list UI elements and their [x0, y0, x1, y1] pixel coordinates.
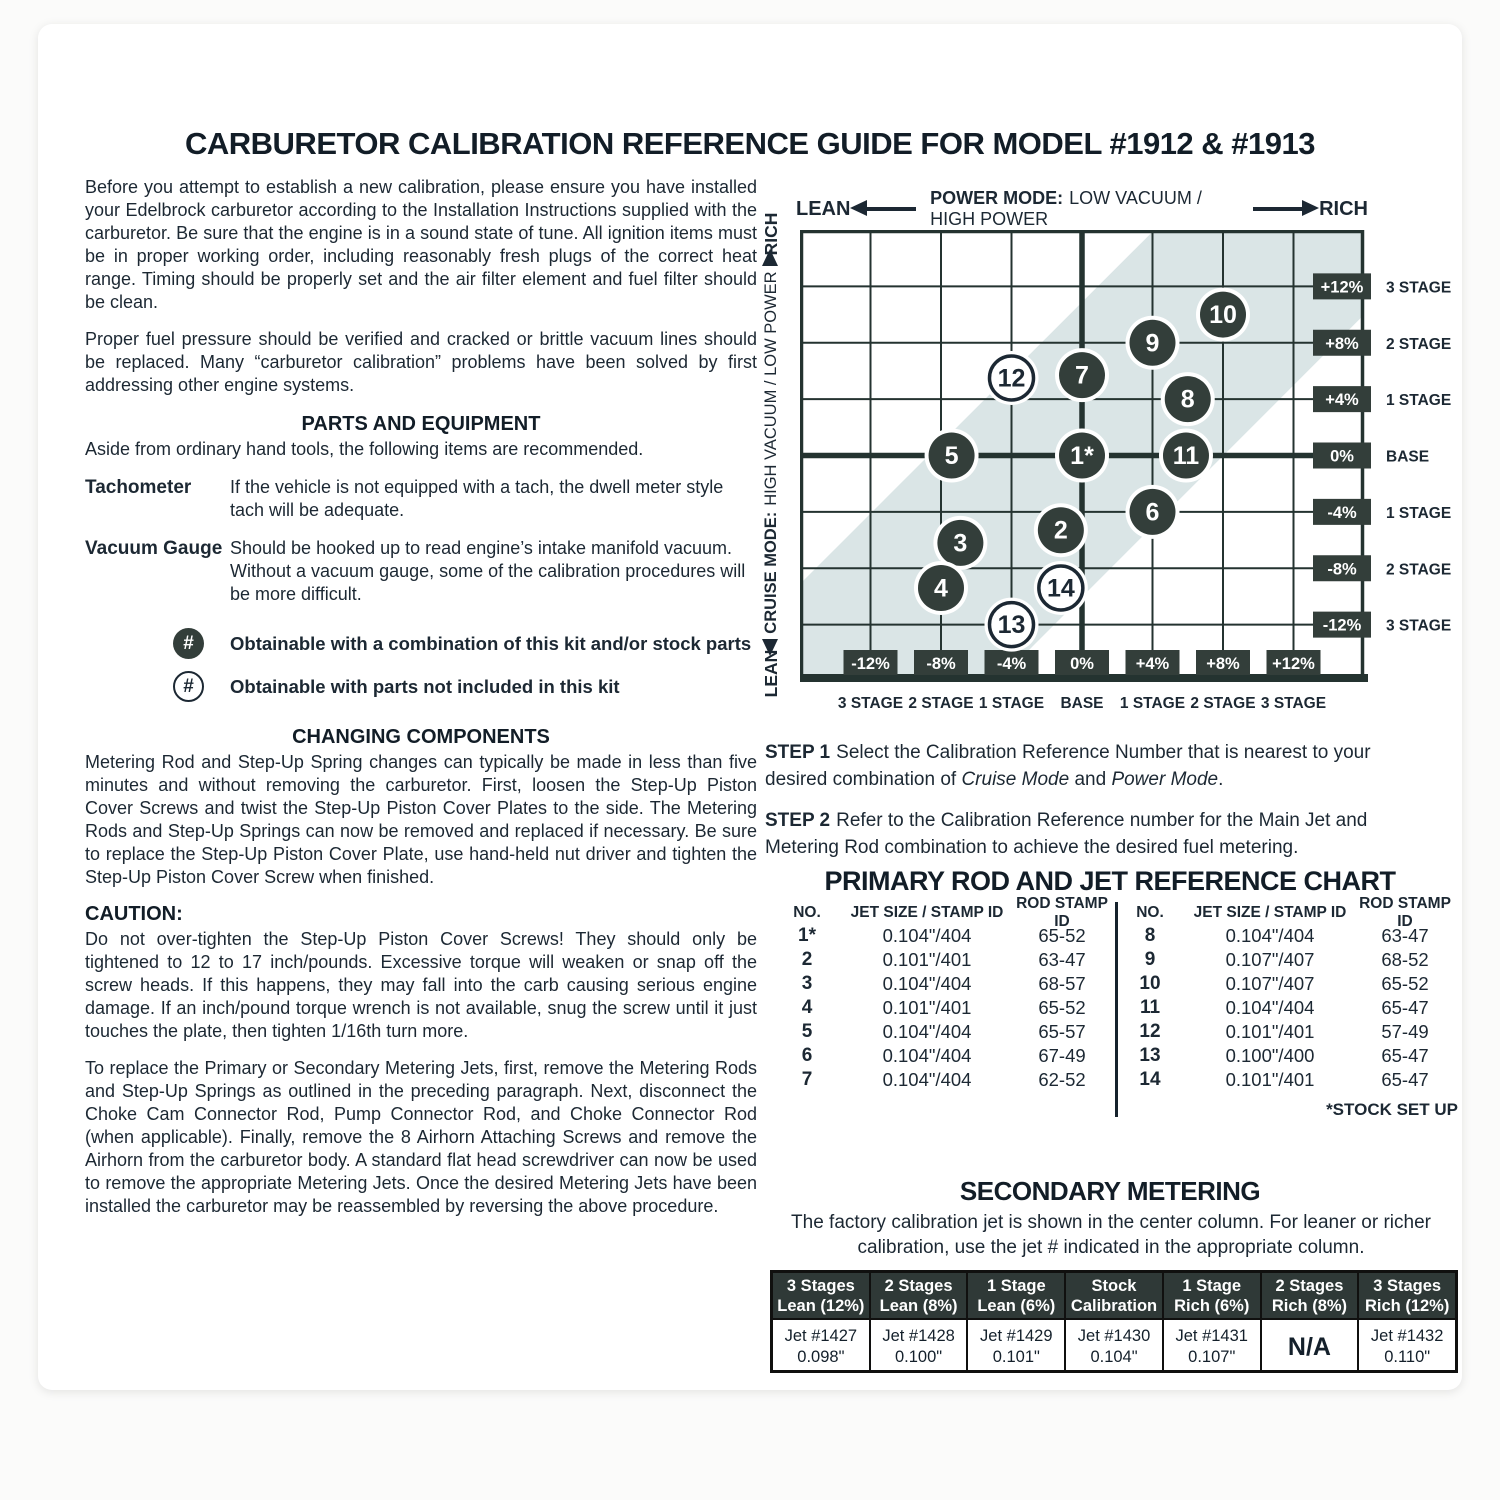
filled-circle-hash-icon: #	[173, 628, 204, 659]
tools-list	[85, 476, 757, 606]
table-row	[772, 1068, 1115, 1092]
table-row	[772, 948, 1115, 972]
cal-point-label: 8	[1180, 385, 1195, 414]
secondary-header	[1359, 1273, 1455, 1320]
secondary-cell	[773, 1320, 869, 1370]
secondary-cell-line1: Jet #1430	[1077, 1327, 1151, 1345]
cal-point-label: 11	[1172, 442, 1200, 470]
primary-table-right	[1115, 895, 1458, 1092]
cell-rod-stamp: 65-57	[1038, 1021, 1086, 1042]
x-tick-stage: 2 STAGE	[908, 695, 974, 712]
cell-no: 1*	[798, 925, 816, 946]
power-mode-text: LOW VACUUM / HIGH POWER	[930, 188, 1202, 229]
step-2	[765, 808, 1373, 861]
symbol-legend	[85, 628, 757, 702]
table-row	[772, 1020, 1115, 1044]
cruise-mode-text: HIGH VACUUM / LOW POWER	[761, 271, 780, 506]
cell-rod-stamp: 67-49	[1038, 1045, 1086, 1066]
cell-no: 14	[1139, 1069, 1161, 1090]
lean-label-left: LEAN	[760, 649, 781, 698]
cell-jet-size: 0.104"/404	[1225, 925, 1315, 946]
tool-term: Vacuum Gauge	[85, 538, 223, 559]
step-1-label: STEP 1	[765, 742, 831, 763]
secondary-header	[871, 1273, 967, 1320]
legend-row-0	[85, 628, 757, 659]
step-2-label: STEP 2	[765, 810, 831, 831]
secondary-header	[1066, 1273, 1162, 1320]
primary-table-left	[772, 895, 1115, 1092]
cal-point-label: 3	[953, 529, 968, 558]
x-tick-stage: 1 STAGE	[978, 695, 1045, 712]
x-tick-pct: +8%	[1206, 655, 1240, 673]
col-header-no: NO.	[793, 904, 821, 921]
power-mode-label	[930, 188, 1239, 230]
table-row	[772, 1044, 1115, 1068]
cruise-mode-italic: Cruise Mode	[961, 768, 1070, 790]
cell-rod-stamp: 65-47	[1381, 1069, 1429, 1090]
calibration-chart	[800, 230, 1460, 760]
y-tick-pct: -12%	[1322, 616, 1362, 635]
x-tick-pct: -4%	[996, 655, 1027, 673]
x-tick-stage: 3 STAGE	[1260, 695, 1327, 712]
secondary-cell	[1359, 1320, 1455, 1370]
step-1-and: and	[1069, 768, 1112, 790]
cell-no: 13	[1139, 1045, 1161, 1066]
intro-paragraph-1: Before you attempt to establish a new calibration, please ensure you have installed your Edelbrock carburetor according to the Installation Instructions supplied with the carburetor. Be sure that the engine is in a sound state of tune. All ignition items must be in proper working order, including reasonably fresh plugs of the correct heat range. Timing should be properly set and the air filter element and fuel filter should be clean.	[85, 177, 757, 312]
cell-rod-stamp: 63-47	[1381, 925, 1429, 946]
table-row	[1115, 1044, 1458, 1068]
cal-point-label: 6	[1145, 498, 1160, 527]
parts-intro: Aside from ordinary hand tools, the following items are recommended.	[85, 439, 644, 459]
y-tick-stage: 3 STAGE	[1386, 279, 1452, 297]
secondary-header-line1: Stock	[1091, 1277, 1137, 1295]
cell-jet-size: 0.104"/404	[882, 1045, 972, 1066]
col-header-no: NO.	[1136, 904, 1164, 921]
secondary-cell-line2: 0.107"	[1188, 1348, 1236, 1366]
secondary-metering-title: SECONDARY METERING	[959, 1176, 1261, 1206]
cell-rod-stamp: 65-52	[1038, 997, 1086, 1018]
secondary-cell-line2: 0.110"	[1384, 1348, 1431, 1366]
secondary-cell-line1: Jet #1427	[784, 1327, 858, 1345]
secondary-metering-intro: The factory calibration jet is shown in the center column. For leaner or richer calibration, use the jet # indicated in the appropriate column.	[791, 1212, 1431, 1258]
caution-heading: CAUTION:	[85, 903, 183, 925]
stock-setup-footnote: *STOCK SET UP	[1326, 1100, 1458, 1119]
secondary-header-line1: 1 Stage	[1182, 1277, 1242, 1295]
step-1-period: .	[1218, 768, 1224, 790]
cell-no: 5	[801, 1021, 813, 1042]
changing-paragraph: Metering Rod and Step-Up Spring changes can typically be made in less than five minutes and without removing the carburetor. First, loosen the Step-Up Piston Cover Screws and twist the Step-Up Piston Cover Plates to the side. The Metering Rods and Step-Up Springs can now be removed and replaced if necessary. Be sure to replace the Step-Up Piston Cover Plate, use hand-held nut driver and tighten the Step-Up Piston Cover Screw when finished.	[85, 752, 757, 887]
secondary-header-line2: Rich (8%)	[1271, 1297, 1348, 1315]
col-header-jet: JET SIZE / STAMP ID	[850, 904, 1004, 921]
legend-text: Obtainable with parts not included in this kit	[230, 676, 620, 697]
col-header-rod: ROD STAMP ID	[1359, 895, 1451, 930]
cell-jet-size: 0.104"/404	[882, 1069, 972, 1090]
secondary-cell-line2: 0.098"	[797, 1348, 845, 1366]
secondary-cell	[1262, 1320, 1358, 1370]
tool-desc: If the vehicle is not equipped with a tach, the dwell meter style tach will be adequate.	[230, 477, 724, 520]
secondary-column-4	[1164, 1273, 1262, 1370]
rich-label-left: RICH	[760, 212, 781, 256]
y-tick-pct: +4%	[1325, 391, 1359, 410]
secondary-header-line2: Calibration	[1070, 1297, 1158, 1315]
cruise-mode-label	[762, 271, 781, 633]
step-1-text: Select the Calibration Reference Number that is nearest to your desired combination of	[765, 742, 1371, 790]
secondary-cell-line1: Jet #1432	[1370, 1327, 1444, 1345]
table-row	[1115, 1020, 1458, 1044]
steps-section	[765, 740, 1373, 876]
tool-desc: Should be hooked up to read engine’s intake manifold vacuum. Without a vacuum gauge, some of the calibration procedures will be more difficult.	[230, 538, 746, 604]
cell-no: 6	[801, 1045, 813, 1066]
tool-row-1	[85, 537, 757, 606]
x-tick-stage: BASE	[1060, 695, 1104, 712]
table-row	[772, 924, 1115, 948]
cal-point-label: 9	[1145, 329, 1160, 358]
secondary-cell-line2: 0.104"	[1090, 1348, 1138, 1366]
secondary-column-3	[1066, 1273, 1164, 1370]
changing-heading: CHANGING COMPONENTS	[292, 726, 550, 748]
cell-jet-size: 0.104"/404	[1225, 997, 1315, 1018]
x-tick-pct: -12%	[851, 655, 890, 673]
secondary-column-1	[871, 1273, 969, 1370]
x-tick-stage: 2 STAGE	[1190, 695, 1256, 712]
cell-rod-stamp: 65-52	[1038, 925, 1086, 946]
secondary-cell	[1164, 1320, 1260, 1370]
primary-right-header	[1115, 895, 1458, 930]
secondary-cell-line1: Jet #1428	[882, 1327, 955, 1345]
secondary-header-line2: Lean (12%)	[777, 1297, 865, 1315]
cell-jet-size: 0.101"/401	[1225, 1069, 1315, 1090]
tool-row-0	[85, 476, 757, 522]
cell-no: 8	[1144, 925, 1156, 946]
cal-point-label: 4	[934, 574, 948, 603]
cell-no: 3	[801, 973, 813, 994]
secondary-cell	[871, 1320, 967, 1370]
secondary-header-line2: Lean (6%)	[977, 1297, 1056, 1315]
open-circle-hash-icon: #	[173, 671, 204, 702]
cruise-mode-axis	[754, 212, 788, 698]
secondary-header-line1: 3 Stages	[1373, 1277, 1442, 1295]
table-row	[772, 996, 1115, 1020]
x-tick-pct: +12%	[1272, 655, 1315, 673]
cell-no: 11	[1139, 997, 1161, 1018]
cell-rod-stamp: 65-47	[1381, 1045, 1429, 1066]
y-tick-stage: BASE	[1386, 448, 1430, 466]
cell-jet-size: 0.101"/401	[882, 997, 972, 1018]
cell-no: 4	[801, 997, 813, 1018]
table-row	[1115, 1068, 1458, 1092]
y-tick-pct: +12%	[1320, 278, 1364, 297]
y-tick-stage: 2 STAGE	[1386, 335, 1452, 353]
y-tick-stage: 1 STAGE	[1386, 504, 1452, 522]
power-mode-axis	[796, 188, 1368, 230]
secondary-cell-line1: Jet #1431	[1175, 1327, 1248, 1345]
arrow-left-icon	[864, 207, 916, 211]
page-title: CARBURETOR CALIBRATION REFERENCE GUIDE FOR MODEL #1912 & #1913	[185, 126, 1315, 161]
cal-point-label: 7	[1075, 361, 1089, 390]
power-mode-bold: POWER MODE:	[930, 188, 1064, 208]
secondary-header-line1: 2 Stages	[1275, 1277, 1344, 1295]
cell-jet-size: 0.104"/404	[882, 973, 972, 994]
primary-chart-title: PRIMARY ROD AND JET REFERENCE CHART	[824, 866, 1396, 896]
secondary-header	[1164, 1273, 1260, 1320]
secondary-header-line1: 2 Stages	[884, 1277, 953, 1295]
secondary-column-6	[1359, 1273, 1455, 1370]
intro-paragraph-2: Proper fuel pressure should be verified and cracked or brittle vacuum lines should be replaced. Many “carburetor calibration” problems have been solved by first addressing other engine systems.	[85, 329, 757, 395]
secondary-header	[968, 1273, 1064, 1320]
table-row	[772, 972, 1115, 996]
secondary-header-line2: Rich (12%)	[1364, 1297, 1450, 1315]
secondary-header-line1: 1 Stage	[986, 1277, 1046, 1295]
x-tick-pct: +4%	[1135, 655, 1170, 673]
cal-point-label: 10	[1209, 301, 1237, 330]
secondary-metering-table	[770, 1270, 1458, 1373]
table-row	[1115, 924, 1458, 948]
cell-no: 9	[1144, 949, 1156, 970]
legend-row-1	[85, 671, 757, 702]
secondary-cell-line1: Jet #1429	[980, 1327, 1053, 1345]
table-row	[1115, 996, 1458, 1020]
y-tick-pct: +8%	[1325, 334, 1359, 353]
secondary-column-5	[1262, 1273, 1360, 1370]
secondary-header	[1262, 1273, 1358, 1320]
step-1	[765, 740, 1373, 793]
tool-term: Tachometer	[85, 477, 192, 498]
secondary-header	[773, 1273, 869, 1320]
cal-point-label: 2	[1053, 516, 1068, 545]
y-tick-pct: 0%	[1330, 447, 1354, 466]
cell-rod-stamp: 63-47	[1038, 949, 1086, 970]
col-header-jet: JET SIZE / STAMP ID	[1193, 904, 1347, 921]
table-row	[1115, 972, 1458, 996]
parts-heading: PARTS AND EQUIPMENT	[301, 413, 541, 435]
cal-point-label: 5	[944, 442, 959, 470]
cell-no: 12	[1139, 1021, 1161, 1042]
replace-paragraph: To replace the Primary or Secondary Metering Jets, first, remove the Metering Rods and Step-Up Springs as outlined in the preceding paragraph. Next, disconnect the Choke Cam Connector Rod, Pump Connector Rod, and Choke Connector Rod (when applicable). Finally, remove the 8 Airhorn Attaching Screws and remove the Airhorn from the carburetor body. A standard flat head screwdriver can now be used to remove the appropriate Metering Jets. Once the desired Metering Jets have been installed the carburetor may be reassembled by reversing the above procedure.	[85, 1058, 757, 1216]
power-mode-italic: Power Mode	[1111, 768, 1219, 790]
cell-no: 7	[801, 1069, 813, 1090]
step-2-text: Refer to the Calibration Reference number for the Main Jet and Metering Rod combination to achieve the desired fuel metering.	[765, 810, 1368, 858]
cell-jet-size: 0.107"/407	[1225, 949, 1315, 970]
table-divider	[1115, 902, 1118, 1117]
cell-rod-stamp: 68-57	[1038, 973, 1086, 994]
secondary-cell-line2: 0.100"	[895, 1348, 943, 1366]
cal-point-label: 14	[1046, 574, 1075, 603]
cell-rod-stamp: 68-52	[1381, 949, 1429, 970]
secondary-header-line1: 3 Stages	[786, 1277, 855, 1295]
x-tick-stage: 3 STAGE	[837, 695, 904, 712]
cal-point-label: 1*	[1070, 442, 1094, 470]
secondary-cell-line1: N/A	[1287, 1332, 1331, 1361]
col-header-rod: ROD STAMP ID	[1016, 895, 1108, 930]
y-tick-pct: -8%	[1327, 560, 1357, 579]
x-tick-stage: 1 STAGE	[1119, 695, 1186, 712]
x-tick-pct: 0%	[1070, 655, 1094, 673]
cal-point-label: 13	[997, 611, 1026, 640]
cell-no: 10	[1139, 973, 1161, 994]
cell-jet-size: 0.101"/401	[882, 949, 972, 970]
cell-rod-stamp: 62-52	[1038, 1069, 1086, 1090]
caution-paragraph: Do not over-tighten the Step-Up Piston Cover Screws! They should only be tightened to 12 to 17 inch/pounds. Excessive torque will weaken or snap off the screw heads. If this happens, they may fall into the carb causing serious engine damage. If an inch/pound torque wrench is not available, snug the screw until it just touches the plate, then tighten 1/16th turn more.	[85, 929, 757, 1041]
secondary-header-line2: Lean (8%)	[879, 1297, 958, 1315]
legend-text: Obtainable with a combination of this kit and/or stock parts	[230, 633, 752, 654]
cell-jet-size: 0.104"/404	[882, 925, 972, 946]
arrow-right-icon	[1253, 207, 1305, 211]
secondary-cell	[1066, 1320, 1162, 1370]
y-tick-stage: 2 STAGE	[1386, 561, 1452, 579]
y-tick-stage: 3 STAGE	[1386, 617, 1452, 635]
y-tick-stage: 1 STAGE	[1386, 392, 1452, 410]
y-tick-pct: -4%	[1327, 503, 1357, 522]
lean-label-top: LEAN	[796, 197, 851, 220]
secondary-column-2	[968, 1273, 1066, 1370]
cell-no: 2	[801, 949, 813, 970]
left-column	[85, 176, 757, 1232]
cell-jet-size: 0.100"/400	[1225, 1045, 1315, 1066]
primary-left-header	[772, 895, 1115, 930]
cal-point-label: 12	[997, 364, 1026, 393]
secondary-cell	[968, 1320, 1064, 1370]
cell-rod-stamp: 57-49	[1381, 1021, 1429, 1042]
x-tick-pct: -8%	[926, 655, 956, 673]
primary-rod-jet-table	[772, 895, 1458, 1092]
cell-jet-size: 0.107"/407	[1225, 973, 1315, 994]
cell-jet-size: 0.101"/401	[1225, 1021, 1315, 1042]
secondary-cell-line2: 0.101"	[992, 1348, 1040, 1366]
cell-rod-stamp: 65-52	[1381, 973, 1429, 994]
cell-rod-stamp: 65-47	[1381, 997, 1429, 1018]
secondary-header-line2: Rich (6%)	[1174, 1297, 1250, 1315]
secondary-column-0	[773, 1273, 871, 1370]
cruise-mode-bold: CRUISE MODE:	[761, 511, 780, 634]
rich-label-top: RICH	[1319, 197, 1368, 220]
cell-jet-size: 0.104"/404	[882, 1021, 972, 1042]
table-row	[1115, 948, 1458, 972]
